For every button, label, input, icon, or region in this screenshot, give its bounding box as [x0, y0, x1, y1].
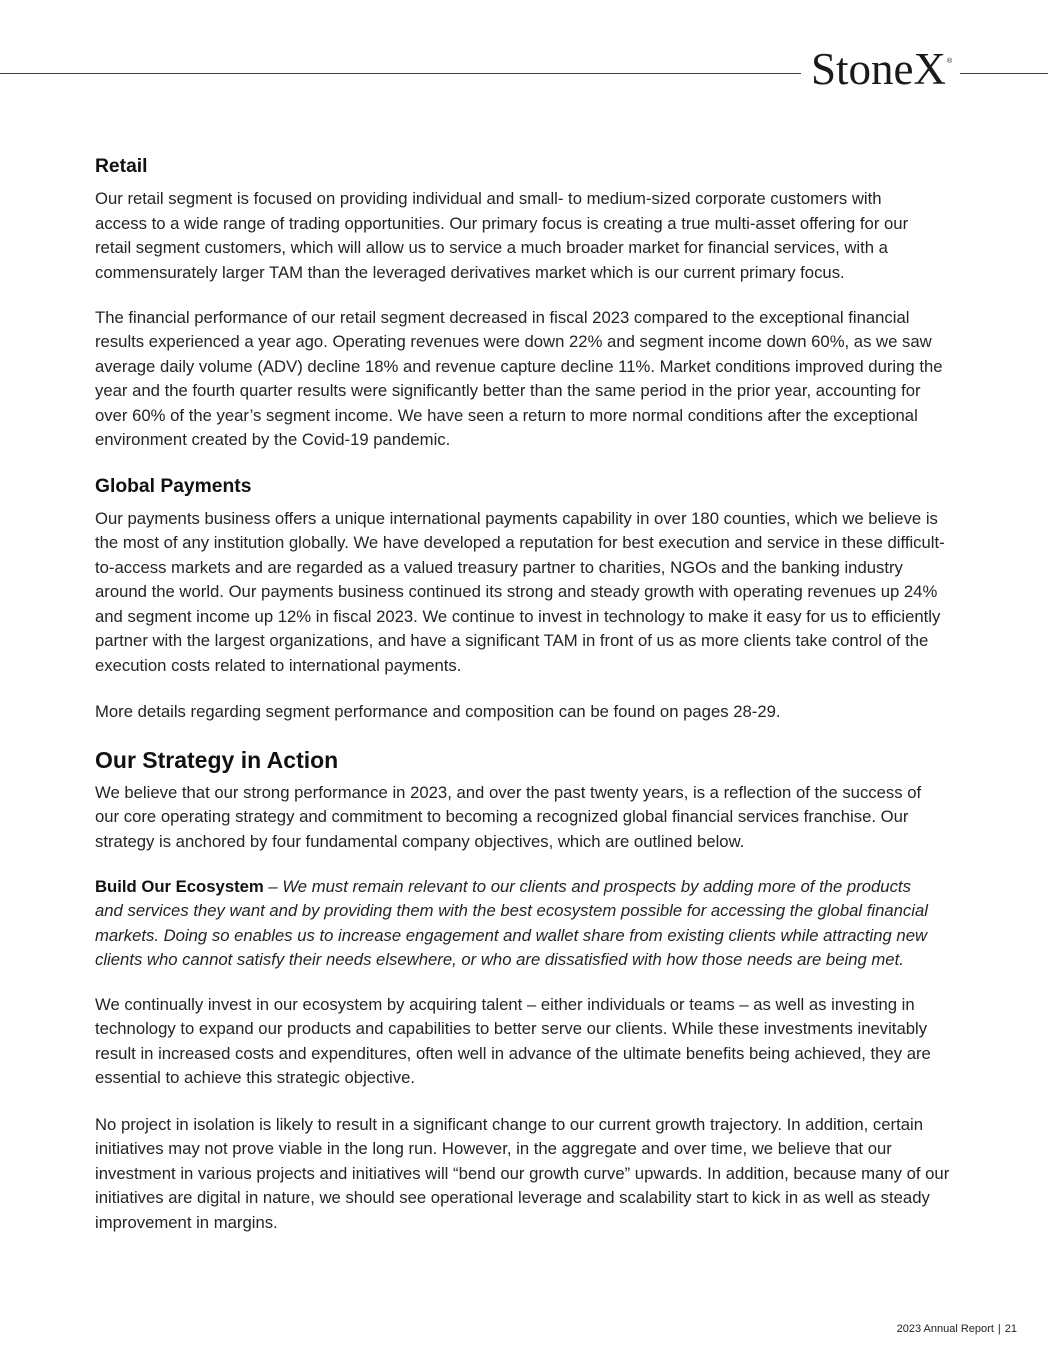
text-line: The financial performance of our retail segment decreased in fiscal 2023 compared to the exceptional financial [95, 307, 910, 327]
text-line: essential to achieve this strategic objective. [95, 1068, 416, 1088]
text-line: initiatives may not prove viable in the long run. However, in the aggregate and over time, we believe that our [95, 1139, 892, 1159]
text-line: retail segment customers, which will allow us to service a much broader market for financial services, with a [95, 238, 888, 258]
text-line: our core operating strategy and commitment to becoming a recognized global financial services franchise. Our [95, 807, 909, 827]
text-line: technology to expand our products and capabilities to better serve our clients. While these investments inevitably [95, 1019, 928, 1039]
text-line: environment created by the Covid-19 pandemic. [95, 430, 451, 450]
text-line [95, 924, 928, 949]
text-line: Our payments business offers a unique international payments capability in over 180 counties, which we believe is [95, 508, 938, 528]
build-ecosystem-label: Build Our Ecosystem [95, 876, 264, 896]
retail-paragraph-1 [95, 187, 908, 285]
global-payments-heading: Global Payments [95, 476, 252, 497]
text-line [95, 899, 928, 924]
strategy-heading: Our Strategy in Action [95, 747, 339, 773]
text-line: partner with the largest organizations, and have a significant TAM in front of us as more clients take control of the [95, 631, 929, 651]
build-ecosystem-text: – We must remain relevant to our clients and prospects by adding more of the products [268, 876, 911, 896]
text-line: commensurately larger TAM than the leveraged derivatives market which is our current primary focus. [95, 262, 845, 282]
header-rule-left [0, 73, 801, 74]
text-line: execution costs related to international payments. [95, 656, 462, 676]
text-line: We believe that our strong performance in 2023, and over the past twenty years, is a reflection of the success of [95, 782, 922, 802]
footer-report-title: 2023 Annual Report [896, 1323, 994, 1335]
build-ecosystem-text: markets. Doing so enables us to increase engagement and wallet share from existing clients while attracting new [95, 925, 928, 945]
text-line [95, 948, 928, 973]
page-number: 21 [1004, 1323, 1017, 1335]
text-line: Our retail segment is focused on providing individual and small- to medium-sized corporate customers with [95, 189, 882, 208]
text-line: access to a wide range of trading opportunities. Our primary focus is creating a true multi-asset offering for our [95, 213, 909, 233]
text-line [95, 875, 928, 900]
strategy-paragraph-growth [95, 1113, 949, 1236]
text-line: average daily volume (ADV) decline 18% and revenue capture decline 11%. Market conditions improved during the [95, 356, 943, 376]
strategy-intro-paragraph [95, 781, 921, 855]
text-line: initiatives are digital in nature, we should see operational leverage and scalability start to kick in as well as steady [95, 1188, 930, 1208]
page-footer [897, 1322, 1017, 1336]
text-line: More details regarding segment performance and composition can be found on pages 28-29. [95, 701, 781, 721]
text-line: No project in isolation is likely to result in a significant change to our current growth trajectory. In addition, certain [95, 1114, 923, 1134]
stonex-logo: StoneX [811, 44, 946, 94]
build-ecosystem-text: and services they want and by providing them with the best ecosystem possible for accessing the global financial [95, 901, 928, 921]
text-line: strategy is anchored by four fundamental company objectives, which are outlined below. [95, 831, 745, 851]
header-rule-right [960, 73, 1048, 74]
text-line: result in increased costs and expenditures, often well in advance of the ultimate benefits being achieved, they are [95, 1043, 931, 1063]
strategy-paragraph-invest [95, 993, 931, 1091]
text-line: We continually invest in our ecosystem by acquiring talent – either individuals or teams – as well as investing in [95, 994, 915, 1014]
build-ecosystem-text: clients who cannot satisfy their needs elsewhere, or who are dissatisfied with how those needs are being met. [95, 950, 904, 970]
registered-mark: ® [947, 58, 953, 65]
text-line: and segment income up 12% in fiscal 2023. We continue to invest in technology to make it easy for us to efficiently [95, 606, 941, 626]
build-ecosystem-paragraph [95, 875, 928, 973]
retail-heading: Retail [95, 156, 148, 177]
text-line: improvement in margins. [95, 1212, 278, 1232]
text-line: over 60% of the year’s segment income. We have seen a return to more normal conditions after the exceptional [95, 405, 918, 425]
global-payments-paragraph [95, 507, 945, 679]
text-line: year and the fourth quarter results were significantly better than the same period in the prior year, accounting for [95, 381, 921, 401]
text-line: around the world. Our payments business continued its strong and steady growth with operating revenues up 24% [95, 582, 938, 602]
text-line: the most of any institution globally. We have developed a reputation for best execution and service in these difficult- [95, 533, 945, 553]
text-line: results experienced a year ago. Operating revenues were down 22% and segment income down 60%, as we saw [95, 332, 932, 352]
text-line: investment in various projects and initiatives will “bend our growth curve” upwards. In addition, because many of our [95, 1163, 950, 1183]
more-details-note [95, 700, 781, 725]
footer-separator: | [997, 1323, 1001, 1335]
text-line: to-access markets and are regarded as a valued treasury partner to charities, NGOs and the banking industry [95, 557, 903, 577]
retail-paragraph-2 [95, 306, 943, 454]
